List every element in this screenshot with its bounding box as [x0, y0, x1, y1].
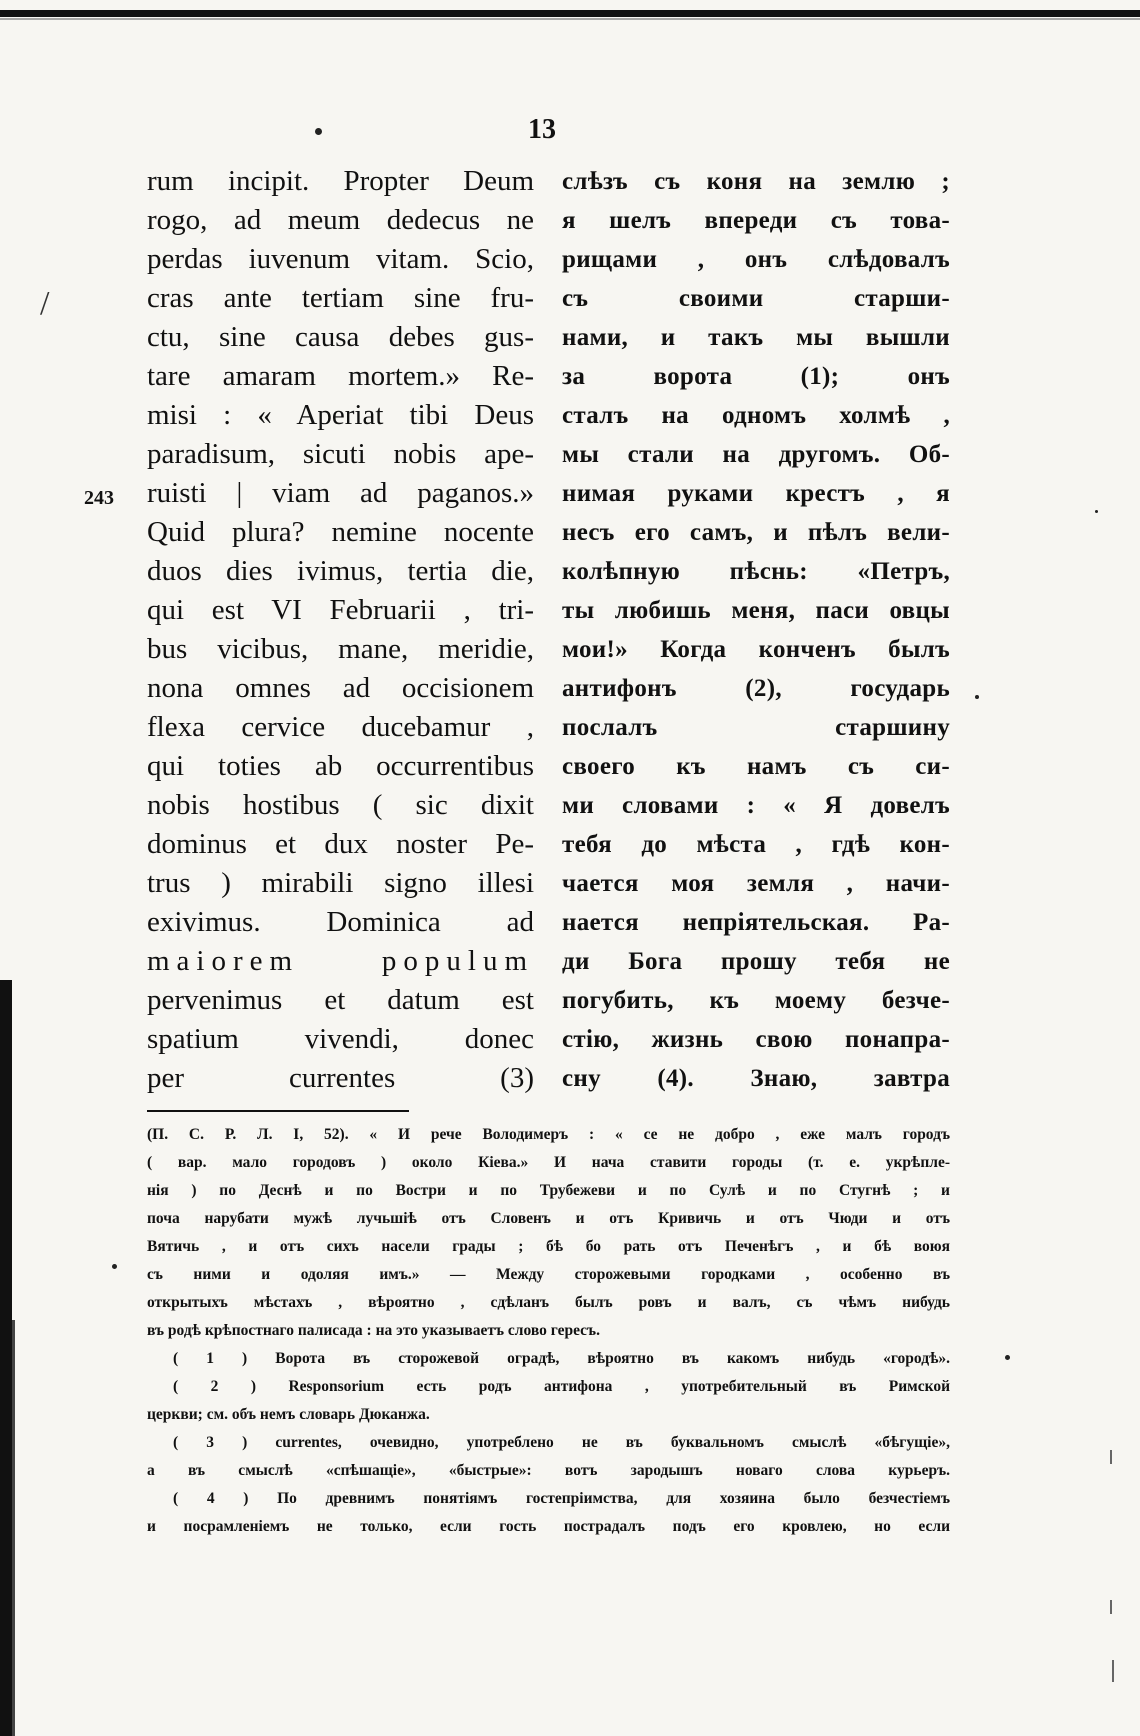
- footnote-line: въ родѣ крѣпостнаго палисада : на это указываетъ слово гересъ.: [147, 1322, 600, 1339]
- text-line: мои!» Когда конченъ былъ: [562, 636, 950, 663]
- text-line: сталъ на одномъ холмѣ ,: [562, 402, 950, 429]
- text-line: qui toties ab occurrentibus: [147, 750, 534, 782]
- text-line: nona omnes ad occisionem: [147, 672, 534, 704]
- footnote-line: церкви; см. объ немъ словарь Дюканжа.: [147, 1406, 430, 1423]
- text-line: съ своими старши-: [562, 285, 950, 312]
- footnote-line: съ ними и одоляя имъ.» — Между сторожевыми городками , особенно въ: [147, 1266, 950, 1283]
- text-line: duos dies ivimus, tertia die,: [147, 555, 534, 587]
- text-line: pervenimus et datum est: [147, 984, 534, 1016]
- top-scan-border: [0, 0, 1140, 22]
- text-line: cras ante tertiam sine fru-: [147, 282, 534, 314]
- scan-speck: [1005, 1355, 1010, 1360]
- text-line: ctu, sine causa debes gus-: [147, 321, 534, 353]
- footnote-4: ( 4 ) По древнимъ понятіямъ гостепріимства, для хозяина было безчестіемъ: [173, 1490, 950, 1507]
- text-line: чается моя земля , начи-: [562, 870, 950, 897]
- text-line: ми словами : « Я довелъ: [562, 792, 950, 819]
- text-line: exivimus. Dominica ad: [147, 906, 534, 938]
- text-line: ди Бога прошу тебя не: [562, 948, 950, 975]
- text-line: антифонъ (2), государь: [562, 675, 950, 702]
- latin-text-column: [147, 162, 534, 1098]
- text-line: слѣзъ съ коня на землю ;: [562, 168, 950, 195]
- text-line: рищами , онъ слѣдовалъ: [562, 246, 950, 273]
- scan-speck: [1095, 510, 1098, 513]
- footnote-line: ( вар. мало городовъ ) около Кіева.» И нача ставити городы (т. е. укрѣпле-: [147, 1154, 950, 1171]
- text-line: сну (4). Знаю, завтра: [562, 1065, 950, 1092]
- text-line: rogo, ad meum dedecus ne: [147, 204, 534, 236]
- text-line: стію, жизнь свою понапра-: [562, 1026, 950, 1053]
- text-line: tare amaram mortem.» Re-: [147, 360, 534, 392]
- footnote-2: ( 2 ) Responsorium есть родъ антифона , употребительный въ Римской: [173, 1378, 950, 1395]
- footnote-line: Вятичь , и отъ сихъ насели грады ; бѣ бо рать отъ Печенѣгъ , и бѣ воюя: [147, 1238, 950, 1255]
- text-line: нимая руками крестъ , я: [562, 480, 950, 507]
- scan-speck: [975, 695, 979, 699]
- footnote-line: открытыхъ мѣстахъ , вѣроятно , сдѣланъ былъ ровъ и валъ, съ чѣмъ нибудь: [147, 1294, 950, 1311]
- text-line: тебя до мѣста , гдѣ кон-: [562, 831, 950, 858]
- left-scan-border-thin: [12, 1320, 15, 1736]
- footnote-line: нія ) по Деснѣ и по Востри и по Трубежеви и по Сулѣ и по Стугнѣ ; и: [147, 1182, 950, 1199]
- footnotes-block: [147, 1121, 950, 1541]
- text-line: bus vicibus, mane, meridie,: [147, 633, 534, 665]
- scan-tick: [1110, 1600, 1112, 1614]
- text-line: погубить, къ моему безче-: [562, 987, 950, 1014]
- text-line: я шелъ впереди съ това-: [562, 207, 950, 234]
- text-line: nobis hostibus ( sic dixit: [147, 789, 534, 821]
- footnote-line: и посрамленіемъ не только, если гость пострадалъ подъ его кровлею, но если: [147, 1518, 950, 1535]
- text-line: несъ его самъ, и пѣлъ вели-: [562, 519, 950, 546]
- scan-speck: [112, 1264, 117, 1269]
- text-line: нами, и такъ мы вышли: [562, 324, 950, 351]
- footnote-3: ( 3 ) currentes, очевидно, употреблено не въ буквальномъ смыслѣ «бѣгущіе»,: [173, 1434, 950, 1451]
- footnote-line: (П. С. Р. Л. I, 52). « И рече Володимеръ : « се не добро , еже малъ городъ: [147, 1126, 950, 1143]
- text-line: qui est VI Februarii , tri-: [147, 594, 534, 626]
- left-scan-border: [0, 980, 12, 1736]
- scan-tick: [1110, 1450, 1112, 1464]
- footnote-1: ( 1 ) Ворота въ сторожевой оградѣ, вѣроятно въ какомъ нибудь «городѣ».: [173, 1350, 950, 1367]
- footnote-divider: [147, 1110, 409, 1112]
- text-line: paradisum, sicuti nobis ape-: [147, 438, 534, 470]
- text-line: колѣпную пѣснь: «Петръ,: [562, 558, 950, 585]
- text-line: Quid plura? nemine nocente: [147, 516, 534, 548]
- text-line: flexa cervice ducebamur ,: [147, 711, 534, 743]
- scan-tick: [1112, 1660, 1114, 1682]
- text-line: spatium vivendi, donec: [147, 1023, 534, 1055]
- russian-text-column: [562, 162, 950, 1098]
- text-line: за ворота (1); онъ: [562, 363, 950, 390]
- text-line: trus ) mirabili signo illesi: [147, 867, 534, 899]
- text-line: нается непріятельская. Ра-: [562, 909, 950, 936]
- text-line: ruisti | viam ad paganos.»: [147, 477, 534, 509]
- text-line: мы стали на другомъ. Об-: [562, 441, 950, 468]
- margin-slash-mark: /: [40, 285, 50, 322]
- text-line: rum incipit. Propter Deum: [147, 165, 534, 197]
- page-number: 13: [528, 114, 556, 145]
- text-line: послалъ старшину: [562, 714, 950, 741]
- ink-dot: [315, 128, 322, 135]
- text-line: своего къ намъ съ си-: [562, 753, 950, 780]
- text-line: per currentes (3): [147, 1062, 534, 1094]
- text-line: ты любишь меня, паси овцы: [562, 597, 950, 624]
- text-line: perdas iuvenum vitam. Scio,: [147, 243, 534, 275]
- text-line: misi : « Aperiat tibi Deus: [147, 399, 534, 431]
- margin-reference-number: 243: [84, 487, 114, 509]
- footnote-line: поча нарубати мужѣ лучьшіѣ отъ Словенъ и отъ Кривичь и отъ Чюди и отъ: [147, 1210, 950, 1227]
- text-line: maiorem populum: [147, 945, 534, 977]
- text-line: dominus et dux noster Pe-: [147, 828, 534, 860]
- footnote-line: а въ смыслѣ «спѣшащіе», «быстрые»: вотъ зародышъ новаго слова курьеръ.: [147, 1462, 950, 1479]
